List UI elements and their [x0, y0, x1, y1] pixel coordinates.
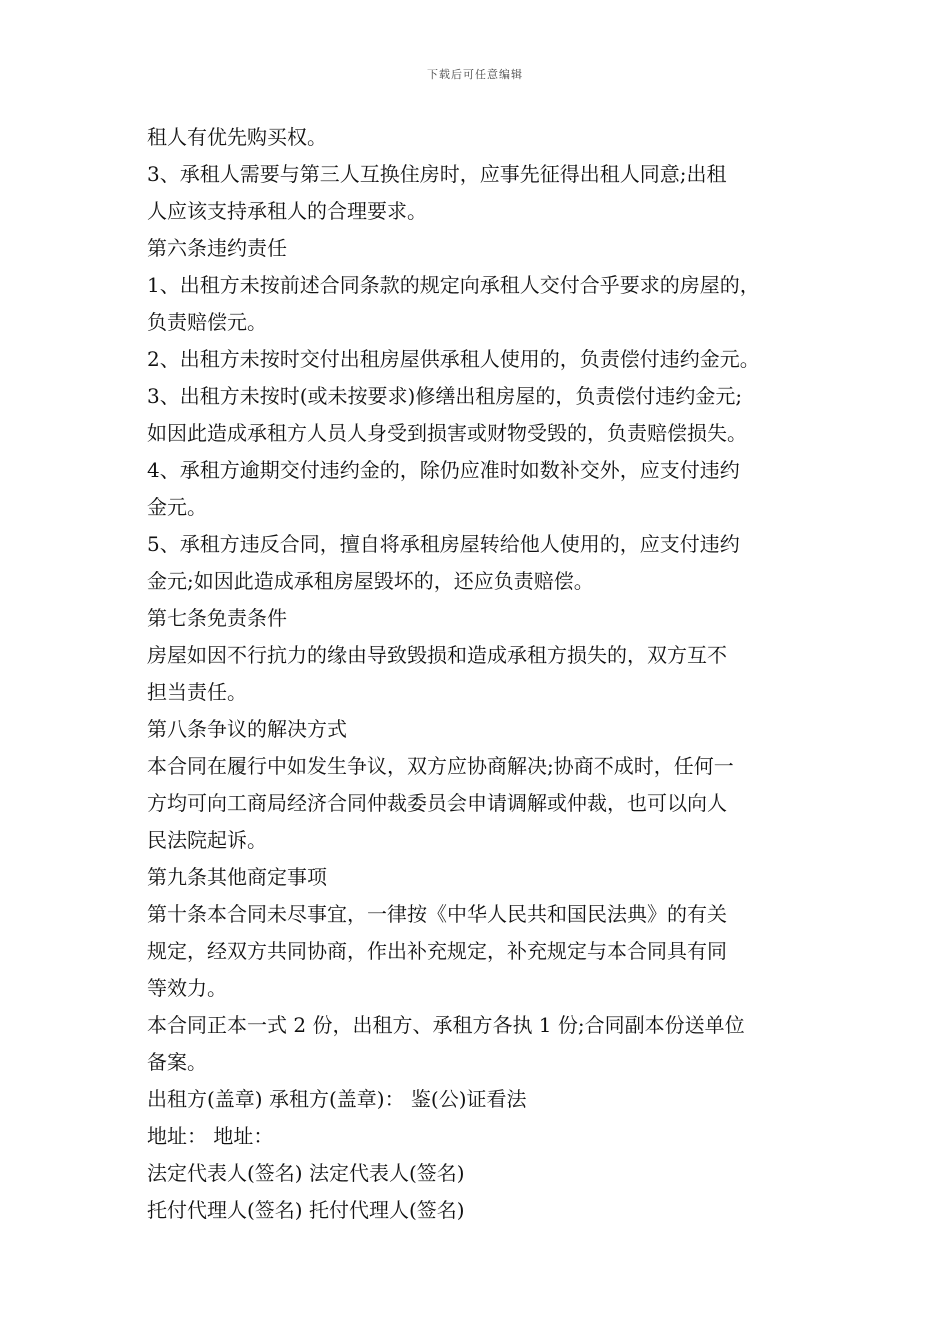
text-line: 规定，经双方共同协商，作出补充规定，补充规定与本合同具有同 [147, 939, 727, 963]
text-line: 备案。 [147, 1050, 207, 1074]
text-line: 3、出租方未按时(或未按要求)修缮出租房屋的，负责偿付违约金元; [147, 384, 743, 408]
section-heading: 第七条免责条件 [147, 606, 287, 630]
text-line: 等效力。 [147, 976, 227, 1000]
text-line: 如因此造成承租方人员人身受到损害或财物受毁的，负责赔偿损失。 [147, 421, 747, 445]
text-line: 负责赔偿元。 [147, 310, 267, 334]
text-line: 方均可向工商局经济合同仲裁委员会申请调解或仲裁，也可以向人 [147, 791, 727, 815]
section-heading: 第九条其他商定事项 [147, 865, 327, 889]
text-line: 本合同正本一式 2 份，出租方、承租方各执 1 份;合同副本份送单位 [147, 1013, 745, 1037]
text-line: 担当责任。 [147, 680, 247, 704]
text-line: 房屋如因不行抗力的缘由导致毁损和造成承租方损失的，双方互不 [147, 643, 727, 667]
text-line: 5、承租方违反合同，擅自将承租房屋转给他人使用的，应支付违约 [147, 532, 740, 556]
signature-line: 地址： 地址： [147, 1124, 274, 1148]
text-line: 1、出租方未按前述合同条款的规定向承租人交付合乎要求的房屋的， [147, 273, 760, 297]
text-line: 本合同在履行中如发生争议，双方应协商解决;协商不成时，任何一 [147, 754, 734, 778]
document-body [147, 119, 817, 1229]
page-header-note: 下载后可任意编辑 [427, 68, 523, 81]
text-line: 2、出租方未按时交付出租房屋供承租人使用的，负责偿付违约金元。 [147, 347, 760, 371]
section-heading: 第八条争议的解决方式 [147, 717, 347, 741]
text-line: 4、承租方逾期交付违约金的，除仍应准时如数补交外，应支付违约 [147, 458, 740, 482]
signature-line: 托付代理人(签名) 托付代理人(签名) [147, 1198, 465, 1222]
text-line: 金元。 [147, 495, 207, 519]
text-line: 第十条本合同未尽事宜，一律按《中华人民共和国民法典》的有关 [147, 902, 727, 926]
text-line: 租人有优先购买权。 [147, 125, 327, 149]
signature-line: 出租方(盖章) 承租方(盖章)： 鉴(公)证看法 [147, 1087, 527, 1111]
text-line: 民法院起诉。 [147, 828, 267, 852]
text-line: 3、承租人需要与第三人互换住房时，应事先征得出租人同意;出租 [147, 162, 727, 186]
text-line: 金元;如因此造成承租房屋毁坏的，还应负责赔偿。 [147, 569, 594, 593]
section-heading: 第六条违约责任 [147, 236, 287, 260]
text-line: 人应该支持承租人的合理要求。 [147, 199, 427, 223]
signature-line: 法定代表人(签名) 法定代表人(签名) [147, 1161, 465, 1185]
